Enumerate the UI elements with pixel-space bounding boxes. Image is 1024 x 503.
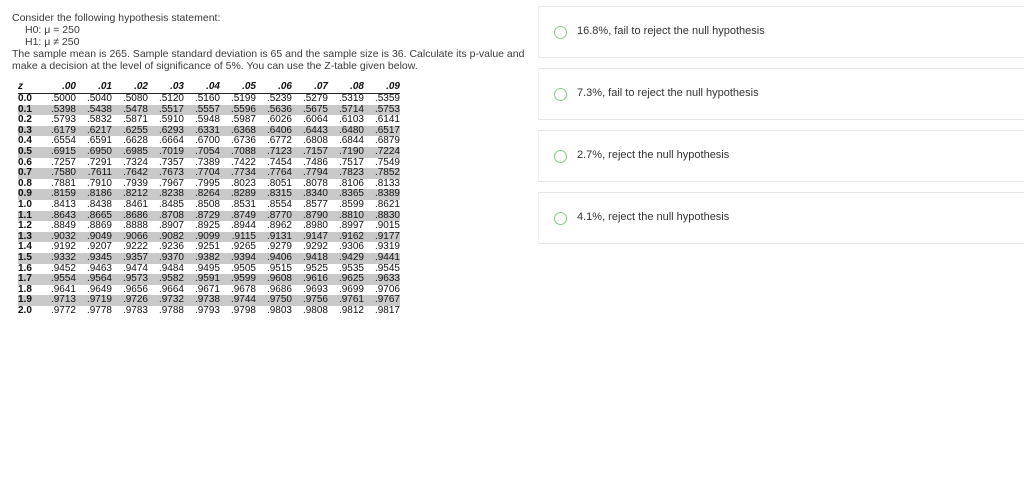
probability-cell: .9778 — [86, 304, 112, 316]
z-value-cell: 1.1 — [18, 211, 40, 222]
probability-cell: .9756 — [292, 295, 328, 306]
z-value-cell: 2.0 — [18, 304, 32, 316]
probability-cell: .6141 — [374, 114, 400, 126]
probability-cell: .9535 — [338, 262, 364, 274]
probability-cell: .5000 — [50, 93, 76, 104]
z-value-cell: 1.6 — [18, 262, 32, 274]
probability-cell: .6064 — [302, 114, 328, 126]
radio-button[interactable] — [554, 150, 567, 163]
probability-cell: .7019 — [148, 147, 184, 158]
probability-cell: .9251 — [194, 241, 220, 253]
probability-cell: .6480 — [328, 126, 364, 137]
probability-cell: .9808 — [302, 304, 328, 316]
answer-option-4[interactable] — [538, 192, 1024, 244]
probability-cell: .8790 — [292, 211, 328, 222]
probability-cell: .7794 — [292, 168, 328, 179]
probability-cell: .8051 — [266, 177, 292, 189]
probability-cell: .9686 — [266, 283, 292, 295]
z-value-cell: 1.5 — [18, 253, 40, 264]
probability-cell: .5478 — [112, 105, 148, 116]
probability-cell: .5675 — [292, 105, 328, 116]
radio-button[interactable] — [554, 212, 567, 225]
probability-cell: .7224 — [364, 147, 400, 158]
probability-cell: .7357 — [158, 156, 184, 168]
probability-cell: .8925 — [194, 220, 220, 232]
probability-cell: .9345 — [76, 253, 112, 264]
probability-cell: .9713 — [40, 295, 76, 306]
probability-cell: .6664 — [158, 135, 184, 147]
z-table-header: .08 — [328, 80, 364, 94]
probability-cell: .8264 — [184, 189, 220, 200]
z-table-header-row — [18, 80, 400, 94]
probability-cell: .5596 — [220, 105, 256, 116]
probability-cell: .9066 — [112, 232, 148, 243]
z-value-cell: 1.2 — [18, 220, 32, 232]
probability-cell: .9162 — [328, 232, 364, 243]
z-value-cell: 1.8 — [18, 283, 32, 295]
probability-cell: .7123 — [256, 147, 292, 158]
answer-option-label: 7.3%, fail to reject the null hypothesis — [577, 87, 759, 99]
answer-option-label: 16.8%, fail to reject the null hypothesis — [577, 25, 765, 37]
probability-cell: .9693 — [302, 283, 328, 295]
probability-cell: .7324 — [122, 156, 148, 168]
probability-cell: .7291 — [86, 156, 112, 168]
probability-cell: .9484 — [158, 262, 184, 274]
probability-cell: .8980 — [302, 220, 328, 232]
z-table-row — [18, 306, 400, 317]
probability-cell: .5832 — [86, 114, 112, 126]
probability-cell: .9803 — [266, 304, 292, 316]
probability-cell: .8389 — [364, 189, 400, 200]
probability-cell: .8531 — [230, 198, 256, 210]
probability-cell: .7054 — [184, 147, 220, 158]
probability-cell: .8708 — [148, 211, 184, 222]
answer-options — [538, 0, 1024, 503]
probability-cell: .8365 — [328, 189, 364, 200]
probability-cell: .7580 — [40, 168, 76, 179]
probability-cell: .9545 — [374, 262, 400, 274]
z-table-header: .02 — [112, 80, 148, 94]
probability-cell: .9429 — [328, 253, 364, 264]
probability-cell: .9817 — [374, 304, 400, 316]
question-panel — [12, 12, 525, 316]
z-value-cell: 0.4 — [18, 135, 32, 147]
z-value-cell: 0.0 — [18, 93, 32, 104]
probability-cell: .5517 — [148, 105, 184, 116]
probability-cell: .5080 — [122, 93, 148, 104]
answer-option-1[interactable] — [538, 6, 1024, 58]
probability-cell: .9131 — [256, 232, 292, 243]
probability-cell: .5040 — [86, 93, 112, 104]
z-table-row — [18, 200, 400, 211]
probability-cell: .9525 — [302, 262, 328, 274]
probability-cell: .9599 — [220, 274, 256, 285]
radio-button[interactable] — [554, 88, 567, 101]
z-value-cell: 1.0 — [18, 198, 32, 210]
probability-cell: .8907 — [158, 220, 184, 232]
probability-cell: .6915 — [40, 147, 76, 158]
probability-cell: .9147 — [292, 232, 328, 243]
probability-cell: .8508 — [194, 198, 220, 210]
probability-cell: .8106 — [338, 177, 364, 189]
probability-cell: .7673 — [148, 168, 184, 179]
z-table-header: .04 — [184, 80, 220, 94]
z-value-cell: 0.2 — [18, 114, 32, 126]
probability-cell: .8944 — [230, 220, 256, 232]
probability-cell: .6368 — [220, 126, 256, 137]
probability-cell: .9744 — [220, 295, 256, 306]
probability-cell: .7910 — [86, 177, 112, 189]
probability-cell: .6517 — [364, 126, 400, 137]
probability-cell: .5948 — [194, 114, 220, 126]
z-value-cell: 1.9 — [18, 295, 40, 306]
z-table-row — [18, 253, 400, 264]
probability-cell: .9015 — [374, 220, 400, 232]
probability-cell: .8212 — [112, 189, 148, 200]
z-value-cell: 0.3 — [18, 126, 40, 137]
probability-cell: .7881 — [50, 177, 76, 189]
probability-cell: .6293 — [148, 126, 184, 137]
probability-cell: .8315 — [256, 189, 292, 200]
z-value-cell: 0.7 — [18, 168, 40, 179]
probability-cell: .5279 — [302, 93, 328, 104]
probability-cell: .8849 — [50, 220, 76, 232]
probability-cell: .8888 — [122, 220, 148, 232]
probability-cell: .9783 — [122, 304, 148, 316]
alternative-hypothesis: H1: μ ≠ 250 — [25, 36, 80, 48]
probability-cell: .9292 — [302, 241, 328, 253]
probability-cell: .6591 — [86, 135, 112, 147]
probability-cell: .9418 — [292, 253, 328, 264]
probability-cell: .8599 — [338, 198, 364, 210]
probability-cell: .5438 — [76, 105, 112, 116]
probability-cell: .8997 — [338, 220, 364, 232]
z-table-header: .00 — [40, 80, 76, 94]
probability-cell: .8962 — [266, 220, 292, 232]
probability-cell: .6406 — [256, 126, 292, 137]
probability-cell: .7486 — [302, 156, 328, 168]
probability-cell: .9265 — [230, 241, 256, 253]
probability-cell: .8554 — [266, 198, 292, 210]
probability-cell: .9664 — [158, 283, 184, 295]
z-value-cell: 1.3 — [18, 232, 40, 243]
probability-cell: .6554 — [50, 135, 76, 147]
probability-cell: .5793 — [50, 114, 76, 126]
probability-cell: .9761 — [328, 295, 364, 306]
probability-cell: .6026 — [266, 114, 292, 126]
probability-cell: .7257 — [50, 156, 76, 168]
question-body-line-1: The sample mean is 265. Sample standard deviation is 65 and the sample size is 36. Calculate its p-value and — [12, 48, 525, 60]
radio-button[interactable] — [554, 26, 567, 39]
probability-cell: .7517 — [338, 156, 364, 168]
probability-cell: .9625 — [328, 274, 364, 285]
probability-cell: .5987 — [230, 114, 256, 126]
probability-cell: .8621 — [374, 198, 400, 210]
probability-cell: .8238 — [148, 189, 184, 200]
probability-cell: .9608 — [256, 274, 292, 285]
probability-cell: .5199 — [230, 93, 256, 104]
probability-cell: .9798 — [230, 304, 256, 316]
probability-cell: .9222 — [122, 241, 148, 253]
probability-cell: .9793 — [194, 304, 220, 316]
probability-cell: .6950 — [76, 147, 112, 158]
probability-cell: .5359 — [374, 93, 400, 104]
probability-cell: .9706 — [374, 283, 400, 295]
probability-cell: .6179 — [40, 126, 76, 137]
probability-cell: .7422 — [230, 156, 256, 168]
probability-cell: .9719 — [76, 295, 112, 306]
z-value-cell: 0.9 — [18, 189, 40, 200]
probability-cell: .6628 — [122, 135, 148, 147]
probability-cell: .9279 — [266, 241, 292, 253]
probability-cell: .5120 — [158, 93, 184, 104]
probability-cell: .8186 — [76, 189, 112, 200]
z-table-row — [18, 147, 400, 158]
probability-cell: .8159 — [40, 189, 76, 200]
probability-cell: .8438 — [86, 198, 112, 210]
probability-cell: .8577 — [302, 198, 328, 210]
probability-cell: .6217 — [76, 126, 112, 137]
probability-cell: .9515 — [266, 262, 292, 274]
probability-cell: .9370 — [148, 253, 184, 264]
probability-cell: .9207 — [86, 241, 112, 253]
probability-cell: .7549 — [374, 156, 400, 168]
probability-cell: .8665 — [76, 211, 112, 222]
z-table-header: .07 — [292, 80, 328, 94]
probability-cell: .6808 — [302, 135, 328, 147]
probability-cell: .9554 — [40, 274, 76, 285]
probability-cell: .9671 — [194, 283, 220, 295]
z-value-cell: 0.6 — [18, 156, 32, 168]
answer-option-label: 2.7%, reject the null hypothesis — [577, 149, 730, 161]
probability-cell: .6844 — [338, 135, 364, 147]
probability-cell: .9332 — [40, 253, 76, 264]
probability-cell: .9699 — [338, 283, 364, 295]
probability-cell: .9177 — [364, 232, 400, 243]
z-table-grid — [18, 80, 400, 316]
probability-cell: .9495 — [194, 262, 220, 274]
probability-cell: .5398 — [40, 105, 76, 116]
probability-cell: .6772 — [266, 135, 292, 147]
probability-cell: .9192 — [50, 241, 76, 253]
probability-cell: .7454 — [266, 156, 292, 168]
probability-cell: .7157 — [292, 147, 328, 158]
probability-cell: .7389 — [194, 156, 220, 168]
z-table-row — [18, 94, 400, 105]
probability-cell: .6985 — [112, 147, 148, 158]
z-table-header: .03 — [148, 80, 184, 94]
probability-cell: .8770 — [256, 211, 292, 222]
probability-cell: .5557 — [184, 105, 220, 116]
probability-cell: .9319 — [374, 241, 400, 253]
probability-cell: .9474 — [122, 262, 148, 274]
z-value-cell: 0.1 — [18, 105, 40, 116]
answer-option-2[interactable] — [538, 68, 1024, 120]
probability-cell: .6255 — [112, 126, 148, 137]
probability-cell: .9726 — [112, 295, 148, 306]
probability-cell: .9236 — [158, 241, 184, 253]
probability-cell: .9767 — [364, 295, 400, 306]
probability-cell: .9452 — [50, 262, 76, 274]
probability-cell: .6736 — [230, 135, 256, 147]
probability-cell: .9772 — [50, 304, 76, 316]
probability-cell: .9656 — [122, 283, 148, 295]
probability-cell: .9649 — [86, 283, 112, 295]
z-value-cell: 0.8 — [18, 177, 32, 189]
question-intro: Consider the following hypothesis statement: — [12, 12, 221, 24]
probability-cell: .9357 — [112, 253, 148, 264]
probability-cell: .7704 — [184, 168, 220, 179]
probability-cell: .8078 — [302, 177, 328, 189]
probability-cell: .8133 — [374, 177, 400, 189]
probability-cell: .9750 — [256, 295, 292, 306]
probability-cell: .5160 — [194, 93, 220, 104]
probability-cell: .9394 — [220, 253, 256, 264]
probability-cell: .8340 — [292, 189, 328, 200]
probability-cell: .7764 — [256, 168, 292, 179]
probability-cell: .8729 — [184, 211, 220, 222]
probability-cell: .6700 — [194, 135, 220, 147]
probability-cell: .9641 — [50, 283, 76, 295]
z-table-header: .06 — [256, 80, 292, 94]
probability-cell: .7852 — [364, 168, 400, 179]
probability-cell: .7611 — [76, 168, 112, 179]
probability-cell: .9406 — [256, 253, 292, 264]
probability-cell: .5871 — [122, 114, 148, 126]
probability-cell: .5714 — [328, 105, 364, 116]
probability-cell: .9678 — [230, 283, 256, 295]
probability-cell: .9382 — [184, 253, 220, 264]
probability-cell: .9573 — [112, 274, 148, 285]
probability-cell: .9505 — [230, 262, 256, 274]
z-table-header: .05 — [220, 80, 256, 94]
z-value-cell: 1.4 — [18, 241, 32, 253]
z-table-header: .01 — [76, 80, 112, 94]
probability-cell: .5753 — [364, 105, 400, 116]
probability-cell: .7088 — [220, 147, 256, 158]
answer-option-3[interactable] — [538, 130, 1024, 182]
probability-cell: .7734 — [220, 168, 256, 179]
z-table-header: z — [18, 80, 40, 94]
probability-cell: .8810 — [328, 211, 364, 222]
probability-cell: .9788 — [158, 304, 184, 316]
probability-cell: .8413 — [50, 198, 76, 210]
probability-cell: .8289 — [220, 189, 256, 200]
probability-cell: .8686 — [112, 211, 148, 222]
probability-cell: .9564 — [76, 274, 112, 285]
probability-cell: .8749 — [220, 211, 256, 222]
probability-cell: .9738 — [184, 295, 220, 306]
probability-cell: .8461 — [122, 198, 148, 210]
probability-cell: .8869 — [86, 220, 112, 232]
answer-option-label: 4.1%, reject the null hypothesis — [577, 211, 730, 223]
probability-cell: .9032 — [40, 232, 76, 243]
probability-cell: .7995 — [194, 177, 220, 189]
probability-cell: .9049 — [76, 232, 112, 243]
probability-cell: .6879 — [374, 135, 400, 147]
z-table — [18, 80, 478, 316]
probability-cell: .6331 — [184, 126, 220, 137]
probability-cell: .7190 — [328, 147, 364, 158]
probability-cell: .5239 — [266, 93, 292, 104]
probability-cell: .5636 — [256, 105, 292, 116]
probability-cell: .7642 — [112, 168, 148, 179]
probability-cell: .9082 — [148, 232, 184, 243]
probability-cell: .9099 — [184, 232, 220, 243]
null-hypothesis: H0: μ = 250 — [25, 24, 80, 36]
probability-cell: .7939 — [122, 177, 148, 189]
z-value-cell: 1.7 — [18, 274, 40, 285]
probability-cell: .9591 — [184, 274, 220, 285]
z-table-header: .09 — [364, 80, 400, 94]
probability-cell: .6103 — [338, 114, 364, 126]
probability-cell: .9441 — [364, 253, 400, 264]
probability-cell: .9115 — [220, 232, 256, 243]
probability-cell: .7823 — [328, 168, 364, 179]
probability-cell: .8830 — [364, 211, 400, 222]
probability-cell: .8643 — [40, 211, 76, 222]
probability-cell: .8023 — [230, 177, 256, 189]
probability-cell: .9812 — [338, 304, 364, 316]
probability-cell: .5910 — [158, 114, 184, 126]
probability-cell: .9463 — [86, 262, 112, 274]
probability-cell: .8485 — [158, 198, 184, 210]
probability-cell: .9732 — [148, 295, 184, 306]
probability-cell: .9616 — [292, 274, 328, 285]
probability-cell: .7967 — [158, 177, 184, 189]
probability-cell: .9306 — [338, 241, 364, 253]
probability-cell: .6443 — [292, 126, 328, 137]
question-body-line-2: make a decision at the level of significance of 5%. You can use the Z-table given below. — [12, 60, 418, 72]
z-value-cell: 0.5 — [18, 147, 40, 158]
probability-cell: .9582 — [148, 274, 184, 285]
probability-cell: .9633 — [364, 274, 400, 285]
probability-cell: .5319 — [338, 93, 364, 104]
